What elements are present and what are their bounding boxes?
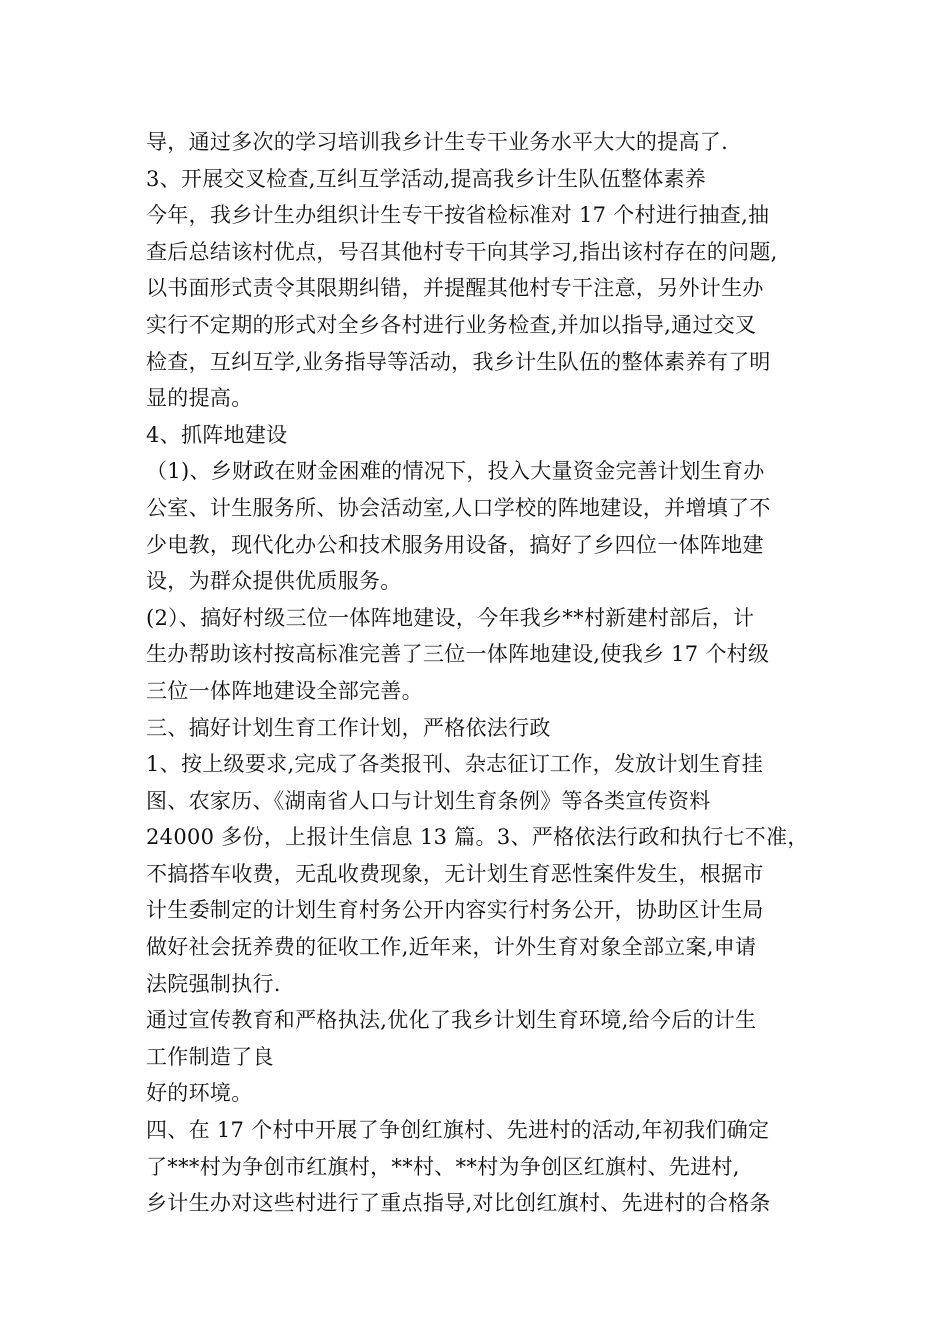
- text-line: 检查，互纠互学,业务指导等活动，我乡计生队伍的整体素养有了明: [146, 349, 771, 374]
- text-line: 以书面形式责令其限期纠错，并提醒其他村专干注意，另外计生办: [146, 276, 764, 301]
- text-line: 少电教，现代化办公和技术服务用设备，搞好了乡四位一体阵地建: [146, 532, 764, 557]
- text-line: 导，通过多次的学习培训我乡计生专干业务水平大大的提高了.: [146, 130, 729, 154]
- text-line: 乡计生办对这些村进行了重点指导,对比创红旗村、先进村的合格条: [146, 1191, 771, 1216]
- text-line: 图、农家历、《湖南省人口与计划生育条例》等各类宣传资料: [146, 788, 711, 813]
- text-line: 不搞搭车收费，无乱收费现象，无计划生育恶性案件发生，根据市: [146, 861, 764, 886]
- text-line: 通过宣传教育和严格执法,优化了我乡计划生育环境,给今后的计生: [146, 1008, 757, 1033]
- text-line: 实行不定期的形式对全乡各村进行业务检查,并加以指导,通过交叉: [146, 312, 757, 337]
- text-line: 24000 多份，上报计生信息 13 篇。3、严格依法行政和执行七不准，: [146, 825, 809, 850]
- document-body: [146, 124, 812, 1222]
- text-line: 了***村为争创市红旗村，**村、**村为争创区红旗村、先进村,: [146, 1154, 740, 1179]
- text-line: 3、开展交叉检查,互纠互学活动,提高我乡计生队伍整体素养: [146, 166, 707, 191]
- text-line: 计生委制定的计划生育村务公开内容实行村务公开，协助区计生局: [146, 898, 764, 923]
- text-line: 生办帮助该村按高标准完善了三位一体阵地建设,使我乡 17 个村级: [146, 642, 770, 667]
- text-line: (2）、搞好村级三位一体阵地建设，今年我乡**村新建村部后，计: [146, 605, 755, 630]
- text-line: 查后总结该村优点，号召其他村专干向其学习,指出该村存在的问题,: [146, 239, 778, 264]
- text-line: 工作制造了良: [146, 1044, 274, 1069]
- text-line: 法院强制执行.: [146, 971, 281, 996]
- text-line: 1、按上级要求,完成了各类报刊、杂志征订工作，发放计划生育挂: [146, 752, 764, 777]
- text-line: 设，为群众提供优质服务。: [146, 569, 402, 594]
- text-line: 三位一体阵地建设全部完善。: [146, 678, 423, 703]
- text-line: 今年，我乡计生办组织计生专干按省检标准对 17 个村进行抽查,抽: [146, 203, 770, 228]
- text-line: 三、搞好计划生育工作计划，严格依法行政: [146, 715, 551, 740]
- text-line: 做好社会抚养费的征收工作,近年来，计外生育对象全部立案,申请: [146, 935, 757, 960]
- text-line: （1)、乡财政在财金困难的情况下，投入大量资金完善计划生育办: [146, 459, 765, 484]
- text-line: 4、抓阵地建设: [146, 422, 288, 447]
- text-line: 显的提高。: [146, 386, 253, 411]
- text-line: 好的环境。: [146, 1081, 253, 1106]
- text-line: 公室、计生服务所、协会活动室,人口学校的阵地建设，并增填了不: [146, 495, 771, 520]
- text-line: 四、在 17 个村中开展了争创红旗村、先进村的活动,年初我们确定: [146, 1118, 770, 1143]
